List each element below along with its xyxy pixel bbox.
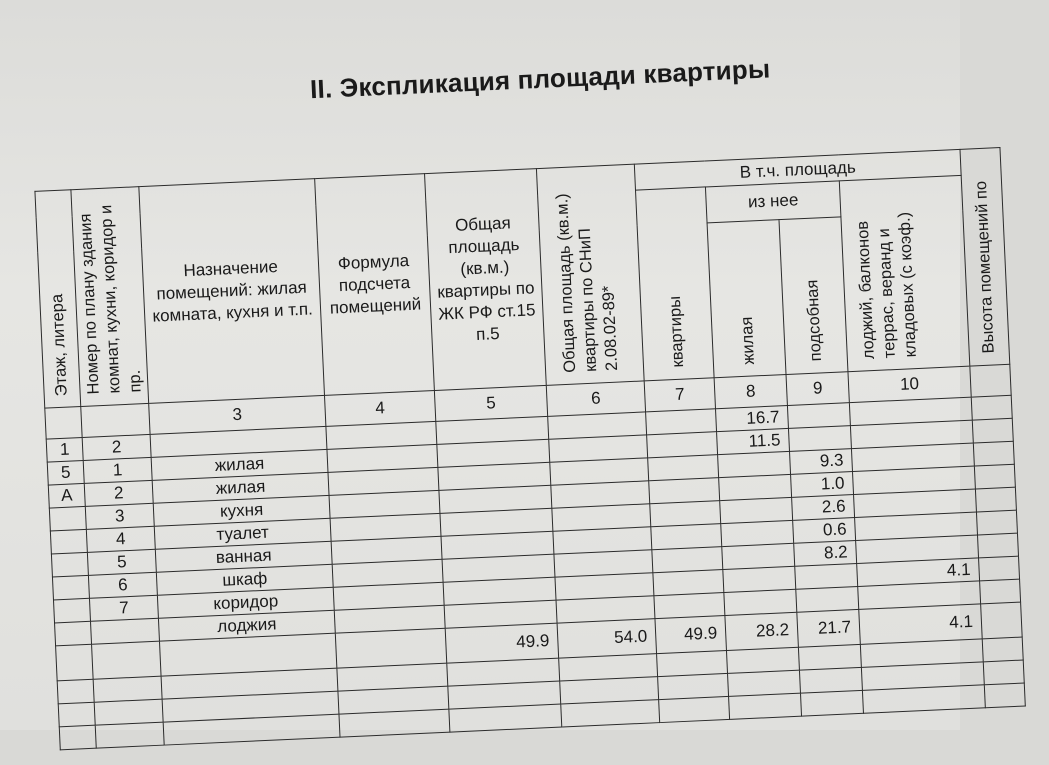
apartment-area-cell: [654, 593, 725, 619]
living-area-cell: [720, 497, 793, 523]
living-area-cell: [719, 474, 792, 500]
purpose-cell: жилая: [151, 449, 328, 480]
apartment-area-cell: [648, 455, 719, 481]
auxiliary-area-cell: [787, 403, 850, 429]
col-number-5: 5: [434, 385, 547, 421]
col-number-3: 3: [149, 395, 326, 434]
total-loggia: 4.1: [859, 604, 982, 644]
purpose-cell: коридор: [157, 587, 334, 618]
apartment-area-cell: [653, 570, 724, 596]
header-loggia: лоджий, балконов террас, веранд и кладовых (с коэф.): [839, 175, 970, 371]
room-number-cell: 5: [87, 549, 156, 575]
height-cell: [971, 395, 1012, 420]
col-number-6: 6: [546, 381, 645, 416]
floor-cell: А: [48, 483, 85, 508]
col-number-9: 9: [786, 372, 849, 406]
auxiliary-area-cell: [796, 586, 859, 612]
floor-cell: 5: [47, 460, 84, 485]
col-number-4: 4: [324, 390, 435, 426]
auxiliary-area-cell: 1.0: [791, 472, 854, 498]
height-cell: [980, 579, 1021, 604]
col-number-8: 8: [714, 374, 787, 408]
room-number-cell: 2: [84, 480, 153, 506]
header-plan-number: Номер по плану здания комнат, кухни, коридор и пр.: [71, 187, 149, 407]
header-total-snip: Общая площадь (кв.м.) квартиры по СНиП 2.08.02-89*: [536, 164, 644, 385]
auxiliary-area-cell: [795, 563, 858, 589]
room-number-cell: 4: [86, 526, 155, 552]
floor-cell: 1: [46, 437, 83, 462]
header-incl-area: В т.ч. площадь: [634, 149, 961, 190]
header-floor: Этаж, литера: [35, 190, 81, 408]
purpose-cell: лоджия: [158, 610, 335, 641]
room-number-cell: 6: [88, 572, 157, 598]
apartment-area-cell: [646, 409, 717, 435]
header-of-which: из нее: [705, 181, 840, 223]
total-apartment: 49.9: [655, 616, 727, 654]
floor-cell: [51, 552, 88, 577]
living-area-cell: 11.5: [717, 428, 790, 454]
height-cell: [975, 487, 1016, 512]
col-number-10: 10: [848, 366, 971, 403]
room-number-cell: 7: [89, 595, 158, 621]
header-height: Высота помещений по: [960, 148, 1010, 367]
header-formula: Формула подсчета помещений: [315, 174, 435, 396]
floor-cell: [55, 621, 92, 646]
purpose-cell: жилая: [152, 472, 329, 503]
height-cell: [974, 464, 1015, 489]
apartment-area-cell: [650, 501, 721, 527]
col-number-7: 7: [644, 378, 715, 412]
apartment-area-cell: [652, 547, 723, 573]
header-purpose: Назначение помещений: жилая комната, кухня и т.п.: [139, 179, 325, 404]
floor-cell: [53, 598, 90, 623]
room-number-cell: 1: [83, 457, 152, 483]
apartment-area-cell: [647, 432, 718, 458]
total-auxiliary: 21.7: [797, 609, 861, 647]
header-apartment: квартиры: [636, 187, 715, 381]
auxiliary-area-cell: [788, 426, 851, 452]
purpose-cell: туалет: [154, 518, 331, 549]
header-living: жилая: [707, 220, 786, 378]
total-snip: 54.0: [557, 619, 656, 658]
document-title: II. Экспликация площади квартиры: [309, 53, 771, 105]
header-total-zhk: Общая площадь (кв.м.) квартиры по ЖК РФ ст.15 п.5: [425, 169, 547, 391]
living-area-cell: [723, 566, 796, 592]
auxiliary-area-cell: 8.2: [794, 541, 857, 567]
total-living: 28.2: [725, 612, 799, 650]
floor-cell: [49, 506, 86, 531]
auxiliary-area-cell: 2.6: [792, 495, 855, 521]
room-number-cell: [90, 618, 159, 644]
apartment-area-cell: [649, 478, 720, 504]
explication-table: [34, 147, 1025, 750]
purpose-cell: ванная: [155, 541, 332, 572]
floor-cell: [52, 575, 89, 600]
auxiliary-area-cell: 9.3: [790, 449, 853, 475]
living-area-cell: [722, 543, 795, 569]
living-area-cell: [718, 451, 791, 477]
living-area-cell: [721, 520, 794, 546]
height-cell: [973, 441, 1014, 466]
height-cell: [977, 533, 1018, 558]
living-area-cell: [724, 589, 797, 615]
auxiliary-area-cell: 0.6: [793, 518, 856, 544]
loggia-area-cell: 4.1: [857, 558, 980, 587]
purpose-cell: кухня: [153, 495, 330, 526]
room-number-cell: 2: [82, 434, 151, 460]
document-sheet: [6, 0, 1049, 765]
living-area-cell: 16.7: [715, 405, 788, 431]
floor-cell: [50, 529, 87, 554]
room-number-cell: 3: [85, 503, 154, 529]
header-auxiliary: подсобная: [779, 217, 848, 375]
height-cell: [979, 556, 1020, 581]
total-zhk: 49.9: [445, 623, 558, 663]
purpose-cell: шкаф: [156, 564, 333, 595]
height-cell: [972, 418, 1013, 443]
height-cell: [976, 510, 1017, 535]
apartment-area-cell: [651, 524, 722, 550]
